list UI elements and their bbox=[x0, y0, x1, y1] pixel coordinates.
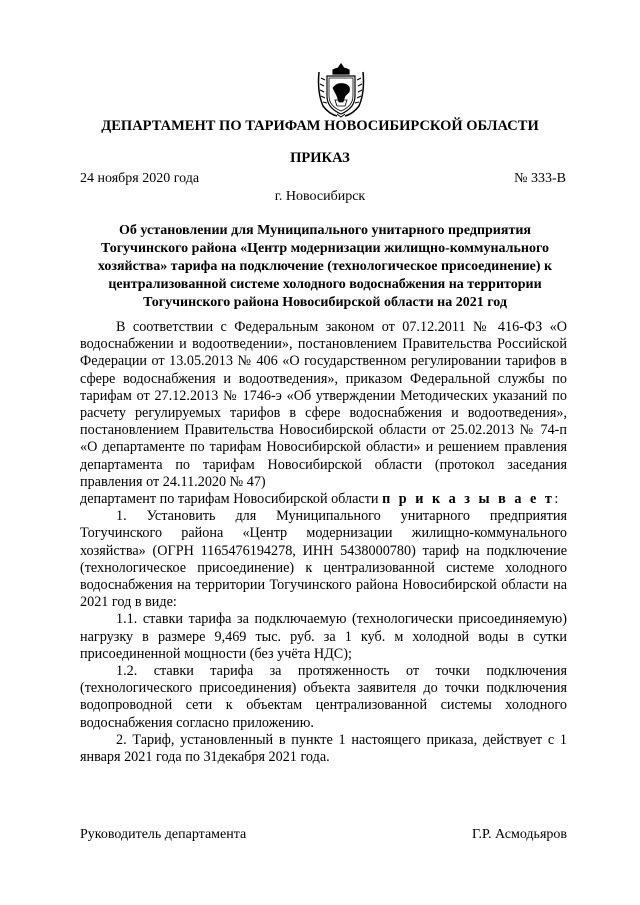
item-1-paragraph: 1. Установить для Муниципального унитарного предприятия Тогучинского района «Центр модернизации жилищно-коммунального хозяйства» (ОГРН 1165476194278, ИНН 5438000780) тариф на подключение (технологическое присоединение) к централизованной системе холодного водоснабжения на территории Тогучинского района Новосибирской области на 2021 год в виде: bbox=[80, 508, 567, 611]
department-name: ДЕПАРТАМЕНТ ПО ТАРИФАМ НОВОСИБИРСКОЙ ОБЛАСТИ bbox=[101, 118, 539, 134]
orders-line bbox=[80, 491, 567, 508]
order-body bbox=[80, 319, 567, 766]
order-title: Об установлении для Муниципального унитарного предприятия Тогучинского района «Центр модернизации жилищно-коммунального хозяйства» тарифа на подключение (технологическое присоединение) к централизованной системе холодного водоснабжения на территории Тогучинского района Новосибирской области на 2021 год bbox=[97, 223, 553, 310]
signatory-name: Г.Р. Асмодьяров bbox=[471, 827, 567, 842]
order-city: г. Новосибирск bbox=[274, 189, 366, 204]
document-type: ПРИКАЗ bbox=[290, 150, 350, 166]
order-number: № 333-В bbox=[514, 171, 566, 186]
orders-lead: департамент по тарифам Новосибирской области bbox=[80, 491, 383, 508]
orders-colon: : bbox=[554, 491, 559, 508]
novosibirsk-coat-of-arms-icon bbox=[315, 62, 367, 118]
item-2-paragraph: 2. Тариф, установленный в пункте 1 настоящего приказа, действует с 1 января 2021 года по 31декабря 2021 года. bbox=[80, 731, 567, 766]
item-1-1-paragraph: 1.1. ставки тарифа за подключаемую (технологически присоединяемую) нагрузку в размере 9,469 тыс. руб. за 1 куб. м холодной воды в сутки присоединенной мощности (без учёта НДС); bbox=[80, 611, 567, 662]
orders-word: п р и к а з ы в а е т bbox=[382, 491, 555, 508]
signatory-position: Руководитель департамента bbox=[80, 827, 247, 842]
item-1-2-paragraph: 1.2. ставки тарифа за протяженность от точки подключения (технологического присоединения) объекта заявителя до точки подключения водопроводной сети к объектам централизованной системы холодного водоснабжения согласно приложению. bbox=[80, 663, 567, 731]
order-date: 24 ноября 2020 года bbox=[80, 171, 200, 186]
preamble-paragraph: В соответствии с Федеральным законом от 07.12.2011 № 416-ФЗ «О водоснабжении и водоотведении», постановлением Правительства Российской Федерации от 13.05.2013 № 406 «О государственном регулировании тарифов в сфере водоснабжения и водоотведения», приказом Федеральной службы по тарифам от 27.12.2013 № 1746-э «Об утверждении Методических указаний по расчету регулируемых тарифов в сфере водоснабжения и водоотведения», постановлением Правительства Новосибирской области от 25.02.2013 № 74-п «О департаменте по тарифам Новосибирской области» и решением правления департамента по тарифам Новосибирской области (протокол заседания правления от 24.11.2020 № 47) bbox=[80, 319, 567, 490]
